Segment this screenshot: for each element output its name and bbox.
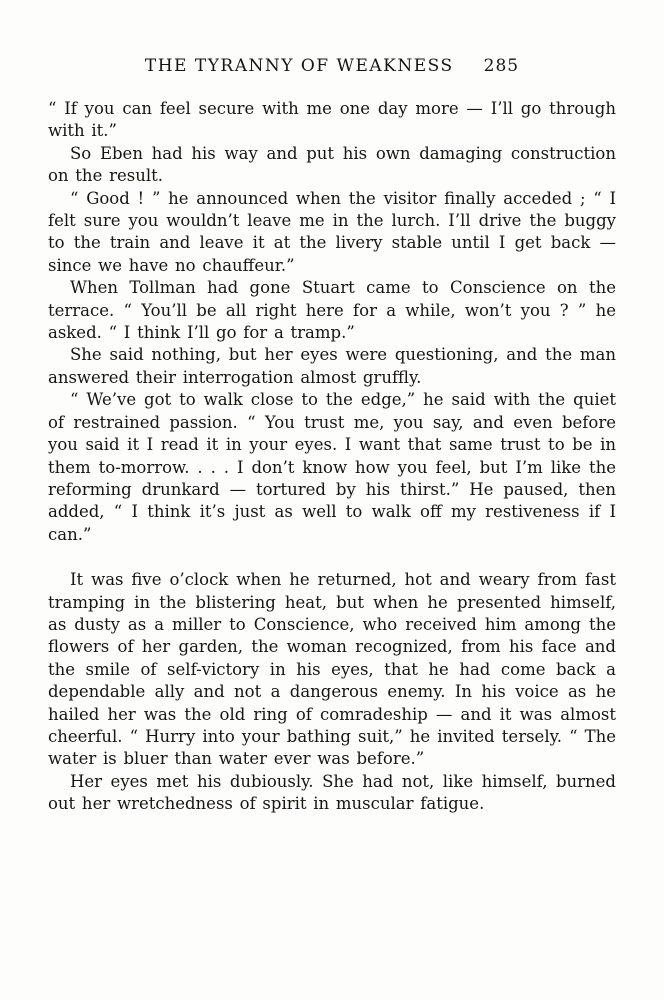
running-head (48, 56, 616, 76)
page-body (48, 98, 616, 816)
paragraph: So Eben had his way and put his own damaging construction on the result. (48, 143, 616, 186)
paragraph: When Tollman had gone Stuart came to Conscience on the terrace. “ You’ll be all right here for a while, won’t you ? ” he asked. “ I think I’ll go for a tramp.” (48, 278, 616, 343)
paragraph: “ Good ! ” he announced when the visitor finally acceded ; “ I felt sure you wouldn’t leave me in the lurch. I’ll drive the buggy to the train and leave it at the livery stable until I get back — since we have no chauffeur.” (48, 188, 616, 275)
paragraph: She said nothing, but her eyes were questioning, and the man answered their interrogation almost gruffly. (48, 345, 616, 387)
paragraph: “ We’ve got to walk close to the edge,” he said with the quiet of restrained passion. “ You trust me, you say, and even before you said it I read it in your eyes. I want that same trust to be in them to-morrow. . . . I don’t know how you feel, but I’m like the reforming drunkard — tortured by his thirst.” He paused, then added, “ I think it’s just as well to walk off my restiveness if I can.” (48, 390, 616, 544)
paragraph: “ If you can feel secure with me one day more — I’ll go through with it.” (48, 99, 616, 141)
page-number: 285 (483, 56, 520, 76)
paragraph: Her eyes met his dubiously. She had not, like himself, burned out her wretchedness of spirit in muscular fatigue. (48, 771, 616, 814)
paragraph: It was five o’clock when he returned, hot and weary from fast tramping in the blistering heat, but when he presented himself, as dusty as a miller to Conscience, who received him among the flowers of her garden, the woman recognized, from his face and the smile of self-victory in his eyes, that he had come back a dependable ally and not a dangerous enemy. In his voice as he hailed her was the old ring of comradeship — and it was almost cheerful. “ Hurry into your bathing suit,” he invited tersely. “ The water is bluer than water ever was before.” (48, 570, 616, 769)
chapter-title: THE TYRANNY OF WEAKNESS (144, 56, 454, 76)
